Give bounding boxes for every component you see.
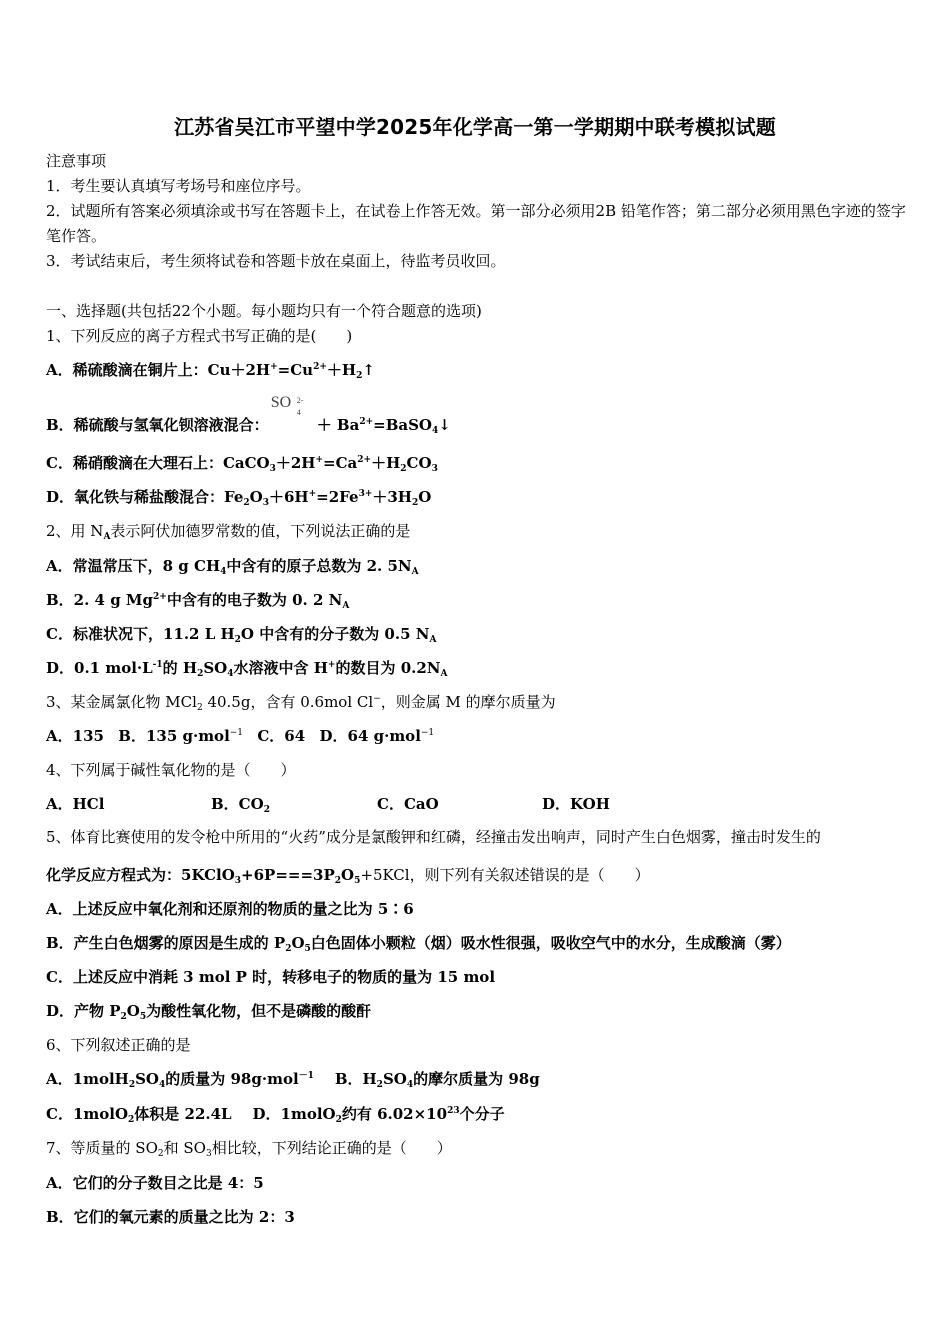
question-4-option-b: B．$CO_2$ bbox=[211, 795, 270, 815]
question-3-options: A．135 B．135 g·mol$^{-1}$ C．64 D．64 g·mol$^{-1}$ bbox=[46, 727, 435, 745]
notice-item-3: 3．考试结束后，考生须将试卷和答题卡放在桌面上，待监考员收回。 bbox=[46, 252, 506, 270]
page-title: 江苏省吴江市平望中学2025年化学高一第一学期期中联考模拟试题 bbox=[174, 115, 776, 139]
question-2-stem: 2、用 $N_A$表示阿伏加德罗常数的值，下列说法正确的是 bbox=[46, 522, 411, 542]
question-5-option-a: A．上述反应中氧化剂和还原剂的物质的量之比为 5∶6 bbox=[46, 900, 414, 918]
question-4-option-d: D．KOH bbox=[542, 795, 610, 813]
question-6-options-ab: A．$1molH_2SO_4$的质量为 98g·mol$^{-1}$ B．$H_2SO_4$的摩尔质量为 98g bbox=[46, 1070, 540, 1090]
question-1-option-a: A．稀硫酸滴在铜片上：$Cu+2H^+=Cu^{2+}+H_2↑$ bbox=[46, 361, 375, 381]
notice-item-2: 2．试题所有答案必须填涂或书写在答题卡上，在试卷上作答无效。第一部分必须用2B 铅笔作答；第二部分必须用黑色字迹的签字笔作答。 bbox=[46, 202, 906, 245]
question-5-option-c: C．上述反应中消耗 3 mol P 时，转移电子的物质的量为 15 mol bbox=[46, 968, 496, 986]
sulfate-ion-formula: SO 2- 4 bbox=[270, 394, 304, 417]
question-5-stem-line-1: 5、体育比赛使用的发令枪中所用的“火药”成分是氯酸钾和红磷，经撞击发出响声，同时产生白色烟雾，撞击时发生的 bbox=[46, 828, 821, 846]
question-1-option-b: B．稀硫酸与氢氧化钡溶液混合： SO 2- 4 ＋ $Ba^{2+}=BaSO_4↓$ bbox=[46, 394, 451, 436]
question-1-stem: 1、下列反应的离子方程式书写正确的是( ) bbox=[46, 327, 353, 345]
question-2-option-d: D．0.1 $mol\cdot L^{-1}$的 $H_2SO_4$水溶液中含 H+的数目为 $0.2N_A$ bbox=[46, 659, 448, 679]
question-6-stem: 6、下列叙述正确的是 bbox=[46, 1036, 191, 1054]
question-7-stem: 7、等质量的 $SO_2$和 $SO_3$相比较，下列结论正确的是（ ） bbox=[46, 1139, 452, 1159]
question-1-option-d: D．氧化铁与稀盐酸混合：$Fe_2O_3+6H^+=2Fe^{3+}+3H_2O$ bbox=[46, 488, 432, 508]
question-2-option-c: C．标准状况下，11.2 L $H_2O$ 中含有的分子数为 0.5 $N_A$ bbox=[46, 625, 437, 645]
question-2-option-b: B．2. 4 g $Mg^{2+}$中含有的电子数为 0. 2 $N_A$ bbox=[46, 591, 350, 611]
question-1-option-c: C．稀硝酸滴在大理石上：$CaCO_3+2H^+=Ca^{2+}+H_2CO_3$ bbox=[46, 454, 438, 474]
section-heading: 一、选择题(共包括22个小题。每小题均只有一个符合题意的选项) bbox=[46, 302, 482, 320]
question-3-stem: 3、某金属氯化物 MCl$_2$ 40.5g，含有 0.6mol Cl−，则金属 M 的摩尔质量为 bbox=[46, 693, 556, 713]
question-7-option-b: B．它们的氧元素的质量之比为 2：3 bbox=[46, 1208, 295, 1226]
question-6-options-cd: C．1molO$_2$体积是 22.4L D．1molO$_2$约有 $6.02\times 10^{23}$个分子 bbox=[46, 1105, 505, 1125]
question-5-stem-line-2: 化学反应方程式为：$5KClO_3+6P===3P_2O_5+5KCl$，则下列有关叙述错误的是（ ） bbox=[46, 866, 650, 886]
question-2-option-a: A．常温常压下，8 g $CH_4$中含有的原子总数为 2. $5N_A$ bbox=[46, 557, 419, 577]
question-5-option-b: B．产生白色烟雾的原因是生成的 $P_2O_5$白色固体小颗粒（烟）吸水性很强，吸收空气中的水分，生成酸滴（雾） bbox=[46, 934, 791, 954]
question-4-option-c: C．CaO bbox=[377, 795, 439, 813]
question-5-option-d: D．产物 $P_2O_5$为酸性氧化物，但不是磷酸的酸酐 bbox=[46, 1002, 372, 1022]
notice-heading: 注意事项 bbox=[46, 152, 107, 170]
question-4-option-a: A．HCl bbox=[46, 795, 105, 813]
question-4-stem: 4、下列属于碱性氧化物的是（ ） bbox=[46, 761, 296, 779]
question-7-option-a: A．它们的分子数目之比是 4：5 bbox=[46, 1174, 264, 1192]
notice-item-1: 1．考生要认真填写考场号和座位序号。 bbox=[46, 177, 311, 195]
